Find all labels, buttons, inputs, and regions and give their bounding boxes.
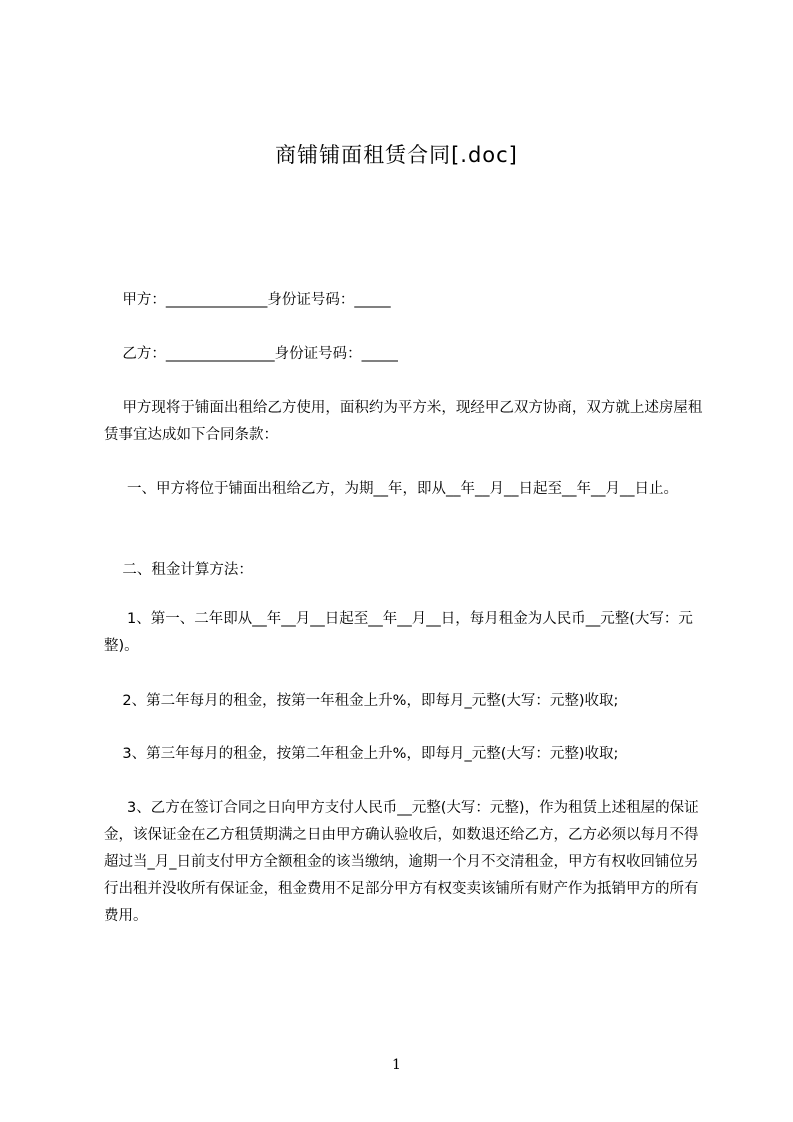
document-title: 商铺铺面租赁合同[.doc] (275, 143, 518, 167)
party-a-line: 甲方：______________身份证号码：_____ (104, 292, 391, 308)
rent-item-1: 1、第一、二年即从__年__月__日起至__年__月__日，每月租金为人民币__元整(大写：元整)。 (104, 611, 693, 654)
rent-item-2: 2、第二年每月的租金，按第一年租金上升%，即每月_元整(大写：元整)收取; (104, 693, 619, 709)
clause-2-heading: 二、租金计算方法： (104, 562, 253, 578)
rent-item-3: 3、第三年每月的租金，按第二年租金上升%，即每月_元整(大写：元整)收取; (104, 746, 619, 762)
clause-1-term: 一、甲方将位于铺面出租给乙方，为期__年，即从__年__月__日起至__年__月__日止。 (104, 481, 679, 497)
party-b-line: 乙方：_______________身份证号码：_____ (104, 346, 398, 362)
intro-paragraph: 甲方现将于铺面出租给乙方使用，面积约为平方米，现经甲乙双方协商，双方就上述房屋租赁事宜达成如下合同条款： (104, 400, 703, 443)
page-number: 1 (392, 1057, 401, 1073)
deposit-clause: 3、乙方在签订合同之日向甲方支付人民币__元整(大写：元整)，作为租赁上述租屋的保证金，该保证金在乙方租赁期满之日由甲方确认验收后，如数退还给乙方，乙方必须以每月不得超过当_月_日前支付甲方全额租金的该当缴纳，逾期一个月不交清租金，甲方有权收回铺位另行出租并没收所有保证金，租金费用不足部分甲方有权变卖该铺所有财产作为抵销甲方的所有费用。 (104, 800, 699, 924)
